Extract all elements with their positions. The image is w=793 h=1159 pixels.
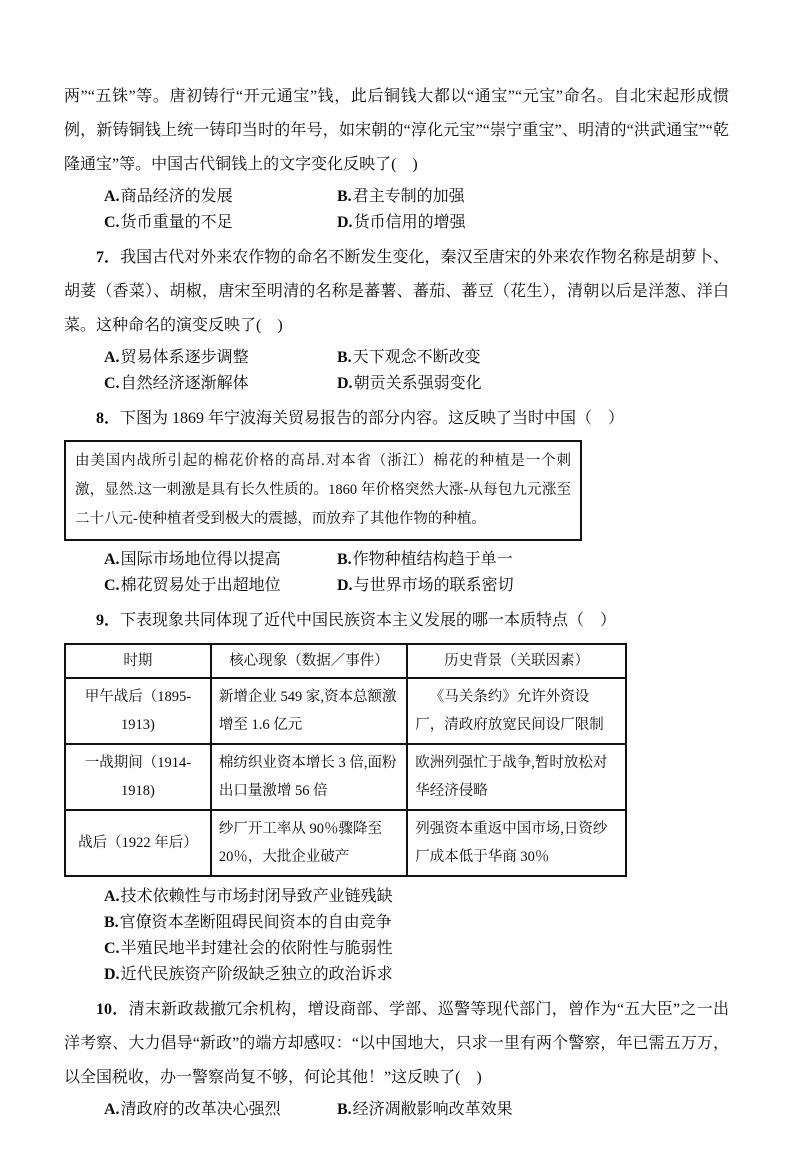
option-letter: A. — [104, 551, 120, 568]
option-text: 技术依赖性与市场封闭导致产业链残缺 — [120, 888, 393, 905]
option-text: 棉花贸易处于出超地位 — [120, 577, 281, 594]
question-10-option-b — [337, 1097, 729, 1123]
table-cell-period: 战后（1922 年后） — [65, 810, 211, 876]
question-6-option-b — [337, 184, 729, 210]
option-text: 官僚资本垄断阻碍民间资本的自由竞争 — [119, 914, 392, 931]
question-6-option-a — [104, 184, 337, 210]
question-6-option-c — [104, 210, 337, 236]
option-letter: A. — [104, 888, 120, 905]
question-7-options — [104, 345, 729, 397]
question-8-option-a — [104, 547, 337, 573]
table-cell-phenomenon: 棉纺织业资本增长 3 倍,面粉出口量激增 56 倍 — [211, 744, 407, 810]
option-letter: A. — [104, 1101, 120, 1118]
question-8-option-b — [337, 547, 729, 573]
question-8-option-d — [337, 573, 729, 599]
question-8-text — [64, 402, 729, 436]
table-cell-period: 甲午战后（1895-1913) — [65, 678, 211, 744]
question-9-option-c — [104, 936, 729, 962]
option-letter: A. — [104, 349, 120, 366]
option-letter: D. — [104, 966, 120, 983]
table-row-wwi — [65, 744, 626, 810]
option-text: 自然经济逐渐解体 — [120, 375, 249, 392]
question-stem: 下图为 1869 年宁波海关贸易报告的部分内容。这反映了当时中国（ ） — [120, 410, 625, 427]
option-letter: B. — [337, 349, 352, 366]
option-text: 朝贡关系强弱变化 — [353, 375, 482, 392]
option-letter: D. — [337, 375, 353, 392]
option-text: 贸易体系逐步调整 — [120, 349, 249, 366]
question-9-options — [104, 884, 729, 988]
option-text: 商品经济的发展 — [120, 188, 233, 205]
question-6-text: 两”“五铢”等。唐初铸行“开元通宝”钱，此后铜钱大都以“通宝”“元宝”命名。自北宋起形成惯例，新铸铜钱上统一铸印当时的年号，如宋朝的“淳化元宝”“崇宁重宝”、明清的“洪武通宝”“乾隆通宝”等。中国古代铜钱上的文字变化反映了( ) — [64, 88, 729, 173]
table-header-row — [65, 644, 626, 678]
option-letter: B. — [337, 188, 352, 205]
option-letter: C. — [104, 214, 120, 231]
question-9-option-a — [104, 884, 729, 910]
option-text: 国际市场地位得以提高 — [120, 551, 281, 568]
question-9-option-b — [104, 910, 729, 936]
option-text: 君主专制的加强 — [352, 188, 465, 205]
question-9-option-d — [104, 962, 729, 988]
option-text: 作物种植结构趋于单一 — [352, 551, 513, 568]
question-9-table — [64, 643, 627, 877]
question-8-options — [104, 547, 729, 599]
question-10-text — [64, 993, 729, 1095]
option-text: 货币重量的不足 — [120, 214, 233, 231]
customs-report-quote-text: 由美国内战所引起的棉花价格的高昂.对本省（浙江）棉花的种植是一个刺激，显然.这一刺激是具有长久性质的。1860 年价格突然大涨-从每包九元涨至二十八元-使种植者受到极大的震撼，而放弃了其他作物的种植。 — [75, 453, 571, 527]
question-8-option-c — [104, 573, 337, 599]
option-text: 近代民族资产阶级缺乏独立的政治诉求 — [120, 966, 393, 983]
question-stem: 下表现象共同体现了近代中国民族资本主义发展的哪一本质特点（ ） — [120, 612, 617, 629]
question-6-option-d — [337, 210, 729, 236]
question-7-option-c — [104, 371, 337, 397]
question-7-option-b — [337, 345, 729, 371]
question-7-option-d — [337, 371, 729, 397]
option-letter: B. — [337, 1101, 352, 1118]
question-9-text — [64, 604, 729, 638]
table-header-phenomenon: 核心现象（数据／事件） — [211, 644, 407, 678]
option-letter: A. — [104, 188, 120, 205]
table-cell-background: 列强资本重返中国市场,日资纱厂成本低于华商 30％ — [407, 810, 626, 876]
option-letter: C. — [104, 940, 120, 957]
option-text: 天下观念不断改变 — [352, 349, 481, 366]
table-cell-phenomenon: 纱厂开工率从 90％骤降至 20％，大批企业破产 — [211, 810, 407, 876]
question-number: 8． — [96, 410, 121, 427]
table-row-jiawu — [65, 678, 626, 744]
question-stem: 我国古代对外来农作物的命名不断发生变化，秦汉至唐宋的外来农作物名称是胡萝卜、胡荽（香菜）、胡椒，唐宋至明清的名称是蕃薯、蕃茄、蕃豆（花生），清朝以后是洋葱、洋白菜。这种命名的演变反映了( ) — [64, 249, 729, 334]
option-text: 货币信用的增强 — [353, 214, 466, 231]
question-10-option-a — [104, 1097, 337, 1123]
table-header-background: 历史背景（关联因素） — [407, 644, 626, 678]
question-7-text — [64, 241, 729, 343]
question-number: 9． — [96, 612, 121, 629]
question-10-options — [104, 1097, 729, 1123]
option-text: 清政府的改革决心强烈 — [120, 1101, 281, 1118]
table-cell-background: 欧洲列强忙于战争,暂时放松对华经济侵略 — [407, 744, 626, 810]
table-cell-phenomenon: 新增企业 549 家,资本总额激增至 1.6 亿元 — [211, 678, 407, 744]
option-letter: D. — [337, 577, 353, 594]
option-letter: D. — [337, 214, 353, 231]
question-6-options — [104, 184, 729, 236]
table-header-period: 时期 — [65, 644, 211, 678]
customs-report-quote-box — [64, 440, 582, 541]
question-number: 7． — [96, 249, 121, 266]
option-text: 与世界市场的联系密切 — [353, 577, 514, 594]
question-stem: 清末新政裁撤冗余机构，增设商部、学部、巡警等现代部门，曾作为“五大臣”之一出洋考察、大力倡导“新政”的端方却感叹：“以中国地大，只求一里有两个警察，年已需五万万，以全国税收，办一警察尚复不够，何论其他！”这反映了( ) — [64, 1001, 729, 1086]
question-7-option-a — [104, 345, 337, 371]
option-letter: C. — [104, 577, 120, 594]
option-letter: C. — [104, 375, 120, 392]
table-row-postwar — [65, 810, 626, 876]
option-letter: B. — [104, 914, 119, 931]
option-letter: B. — [337, 551, 352, 568]
table-cell-background: 《马关条约》允许外资设厂，清政府放宽民间设厂限制 — [407, 678, 626, 744]
option-text: 半殖民地半封建社会的依附性与脆弱性 — [120, 940, 393, 957]
option-text: 经济凋敝影响改革效果 — [352, 1101, 513, 1118]
table-cell-period: 一战期间（1914-1918) — [65, 744, 211, 810]
question-number: 10． — [96, 1001, 129, 1018]
